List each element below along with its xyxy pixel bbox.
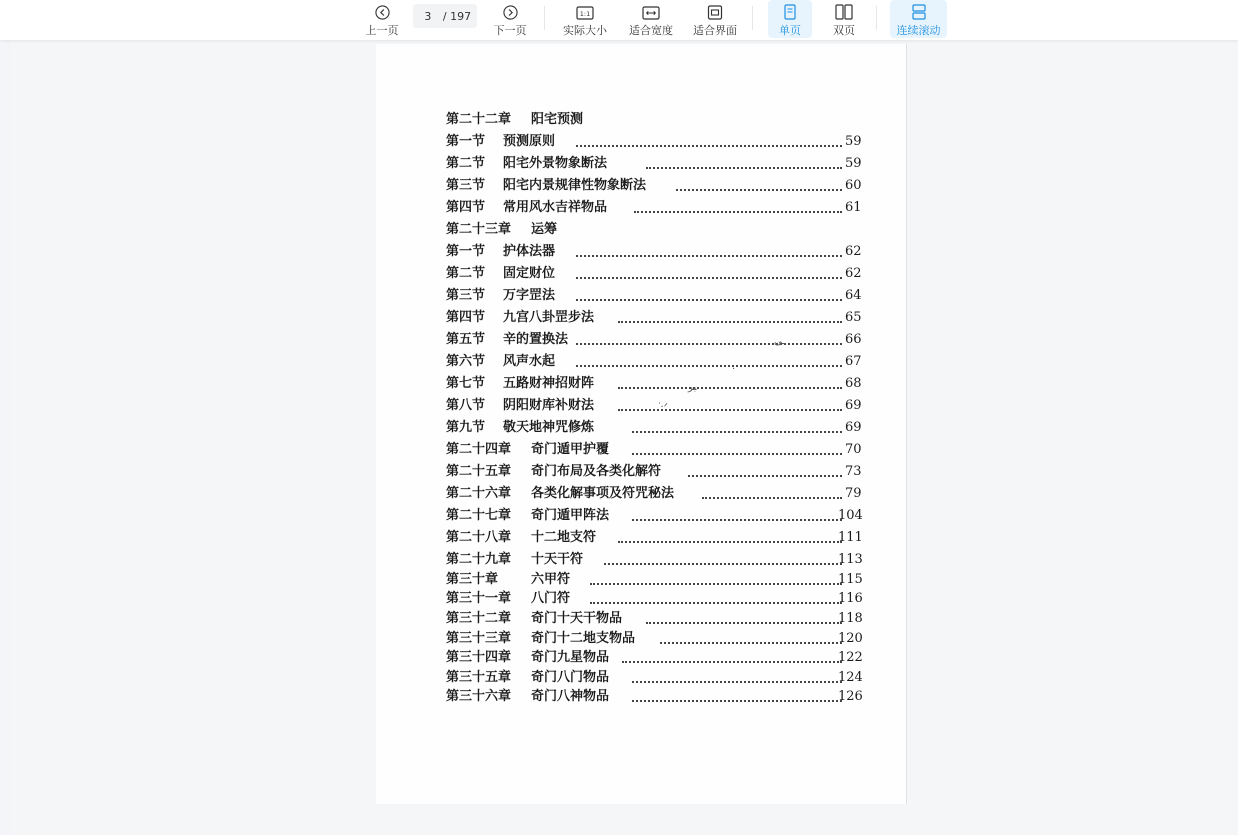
toc-entry-title: 阴阳财库补财法 [503, 398, 595, 413]
toc-entry-title: 奇门遁甲阵法 [531, 508, 610, 523]
toc-row[interactable] [446, 132, 866, 152]
continuous-scroll-label: 连续滚动 [896, 24, 941, 37]
toc-entry-title: 护体法器 [503, 244, 556, 259]
toc-row[interactable] [446, 629, 866, 649]
toc-entry-number: 第二十九章 [446, 552, 512, 567]
toc-leader-dots [634, 211, 842, 213]
toc-entry-title: 六甲符 [531, 572, 571, 587]
toc-entry-title: 阳宅内景规律性物象断法 [503, 178, 647, 193]
toc-entry-title: 固定财位 [503, 266, 556, 281]
toc-page-number: 60 [845, 178, 862, 193]
actual-size-button[interactable] [558, 0, 612, 38]
actual-size-icon [576, 0, 594, 20]
toc-entry-number: 第三十五章 [446, 670, 512, 685]
toc-entry-title: 奇门布局及各类化解符 [531, 464, 662, 479]
double-page-icon [835, 0, 853, 20]
toc-row[interactable] [446, 264, 866, 284]
toc-row[interactable] [446, 440, 866, 460]
toc-entry-title: 各类化解事项及符咒秘法 [531, 486, 675, 501]
toc-entry-number: 第二十四章 [446, 442, 512, 457]
toc-leader-dots [632, 431, 842, 433]
toc-entry-number: 第二十二章 [446, 112, 512, 127]
toc-entry-number: 第一节 [446, 134, 486, 149]
toc-page-number: 115 [838, 572, 863, 587]
continuous-scroll-icon [912, 0, 926, 20]
toc-leader-dots [576, 145, 842, 147]
toc-row[interactable] [446, 352, 866, 372]
toc-page-number: 62 [845, 244, 862, 259]
toc-leader-dots [590, 602, 842, 604]
toc-page-number: 65 [845, 310, 862, 325]
toc-entry-title: 万字罡法 [503, 288, 556, 303]
chevron-right-circle-icon [503, 0, 518, 20]
toc-entry-title: 阳宅预测 [531, 112, 584, 127]
prev-page-label: 上一页 [365, 24, 399, 37]
continuous-scroll-button[interactable] [890, 0, 947, 38]
toc-row[interactable] [446, 176, 866, 196]
toc-row[interactable] [446, 242, 866, 262]
toc-leader-dots [622, 661, 842, 663]
scan-artifact: ﺒﺮ [688, 382, 697, 393]
single-page-button[interactable] [768, 0, 812, 38]
toc-leader-dots [646, 167, 842, 169]
toc-row[interactable] [446, 570, 866, 590]
toc-leader-dots [618, 387, 842, 389]
fit-width-button[interactable] [624, 0, 678, 38]
toc-row[interactable] [446, 687, 866, 707]
toc-entry-number: 第七节 [446, 376, 486, 391]
toc-page-number: 62 [845, 266, 862, 281]
toolbar-divider [544, 6, 545, 30]
toc-leader-dots [618, 541, 842, 543]
toc-entry-title: 阳宅外景物象断法 [503, 156, 608, 171]
toc-leader-dots [702, 497, 842, 499]
next-page-button[interactable] [488, 0, 532, 38]
toc-entry-number: 第二十八章 [446, 530, 512, 545]
toc-entry-number: 第五节 [446, 332, 486, 347]
fit-page-label: 适合界面 [693, 24, 737, 37]
toc-page-number: 69 [845, 420, 862, 435]
double-page-button[interactable] [822, 0, 866, 38]
toc-entry-number: 第三节 [446, 288, 486, 303]
toc-page-number: 69 [845, 398, 862, 413]
toc-row[interactable] [446, 462, 866, 482]
total-pages: / 197 [442, 9, 472, 23]
toc-leader-dots [688, 475, 842, 477]
toc-row[interactable] [446, 374, 866, 394]
toc-page-number: 113 [838, 552, 863, 567]
toc-entry-number: 第三节 [446, 178, 486, 193]
toc-page-number: 124 [838, 670, 863, 685]
toc-entry-title: 奇门遁甲护覆 [531, 442, 610, 457]
toc-page-number: 120 [838, 631, 863, 646]
toc-leader-dots [676, 189, 842, 191]
toc-page-number: 122 [838, 650, 863, 665]
toc-entry-number: 第一节 [446, 244, 486, 259]
toc-leader-dots [590, 583, 842, 585]
svg-text:1:1: 1:1 [579, 10, 591, 18]
toc-page-number: 61 [845, 200, 862, 215]
toc-leader-dots [660, 642, 842, 644]
toc-entry-title: 奇门八门物品 [531, 670, 610, 685]
toc-leader-dots [618, 321, 842, 323]
toc-entry-number: 第三十章 [446, 572, 499, 587]
toc-row[interactable] [446, 648, 866, 668]
toc-page-number: 59 [845, 156, 862, 171]
toc-row[interactable] [446, 198, 866, 218]
toc-row[interactable] [446, 506, 866, 526]
toc-page-number: 68 [845, 376, 862, 391]
toc-row[interactable] [446, 609, 866, 629]
actual-size-label: 实际大小 [563, 24, 607, 37]
toc-row[interactable] [446, 110, 866, 130]
toc-page-number: 118 [838, 611, 863, 626]
toolbar-divider [876, 6, 877, 30]
fit-page-button[interactable] [688, 0, 742, 38]
toc-entry-number: 第二节 [446, 156, 486, 171]
toc-entry-number: 第三十三章 [446, 631, 512, 646]
toc-page-number: 126 [838, 689, 863, 704]
toc-page-number: 70 [845, 442, 862, 457]
toc-row[interactable] [446, 528, 866, 548]
toc-entry-number: 第四节 [446, 310, 486, 325]
fit-width-label: 适合宽度 [629, 24, 673, 37]
toc-entry-title: 十二地支符 [531, 530, 597, 545]
toc-row[interactable] [446, 484, 866, 504]
fit-width-icon [642, 0, 660, 20]
next-page-label: 下一页 [493, 24, 527, 37]
toc-entry-number: 第二十六章 [446, 486, 512, 501]
toc-entry-number: 第三十四章 [446, 650, 512, 665]
toc-page-number: 116 [838, 591, 863, 606]
viewer-toolbar [0, 0, 1238, 40]
toc-leader-dots [618, 409, 842, 411]
toc-entry-number: 第二十三章 [446, 222, 512, 237]
toc-entry-number: 第六节 [446, 354, 486, 369]
prev-page-button[interactable] [360, 0, 404, 38]
document-page [376, 44, 907, 804]
toc-row[interactable] [446, 396, 866, 416]
toc-entry-number: 第二节 [446, 266, 486, 281]
single-page-label: 单页 [779, 24, 801, 37]
toc-page-number: 79 [845, 486, 862, 501]
toc-entry-title: 运筹 [531, 222, 558, 237]
toc-entry-title: 常用风水吉祥物品 [503, 200, 608, 215]
toc-leader-dots [576, 277, 842, 279]
toc-leader-dots [576, 343, 842, 345]
toc-entry-title: 十天干符 [531, 552, 584, 567]
toc-leader-dots [646, 622, 842, 624]
scan-artifact: ᐝ·ᐟ [658, 402, 668, 413]
toc-entry-number: 第四节 [446, 200, 486, 215]
toc-entry-title: 奇门九星物品 [531, 650, 610, 665]
toc-page-number: 73 [845, 464, 862, 479]
chevron-left-circle-icon [375, 0, 390, 20]
toc-row[interactable] [446, 668, 866, 688]
single-page-icon [784, 0, 796, 20]
toolbar-divider [752, 6, 753, 30]
toc-page-number: 67 [845, 354, 862, 369]
toc-leader-dots [632, 681, 842, 683]
scan-artifact: · [732, 364, 736, 375]
toc-entry-title: 奇门十天干物品 [531, 611, 623, 626]
document-viewport[interactable] [10, 40, 1238, 835]
toc-entry-title: 五路财神招财阵 [503, 376, 595, 391]
scan-artifact: ـى [774, 336, 786, 347]
toc-row[interactable] [446, 330, 866, 350]
toc-page-number: 104 [838, 508, 863, 523]
toc-entry-title: 敬天地神咒修炼 [503, 420, 595, 435]
toc-entry-number: 第三十一章 [446, 591, 512, 606]
toc-page-number: 66 [845, 332, 862, 347]
toc-leader-dots [632, 700, 842, 702]
fit-page-icon [707, 0, 723, 20]
toc-entry-number: 第二十七章 [446, 508, 512, 523]
toc-leader-dots [576, 255, 842, 257]
toc-entry-title: 风声水起 [503, 354, 556, 369]
toc-entry-number: 第九节 [446, 420, 486, 435]
toc-entry-title: 辛的置换法 [503, 332, 569, 347]
double-page-label: 双页 [833, 24, 855, 37]
toc-row[interactable] [446, 286, 866, 306]
toc-entry-number: 第三十二章 [446, 611, 512, 626]
toc-entry-number: 第二十五章 [446, 464, 512, 479]
toc-leader-dots [604, 563, 842, 565]
toc-row[interactable] [446, 550, 866, 570]
toc-leader-dots [576, 365, 842, 367]
toc-entry-title: 预测原则 [503, 134, 556, 149]
toc-row[interactable] [446, 308, 866, 328]
toc-row[interactable] [446, 154, 866, 174]
toc-leader-dots [632, 519, 842, 521]
toc-row[interactable] [446, 220, 866, 240]
toc-entry-title: 八门符 [531, 591, 571, 606]
toc-entry-title: 奇门八神物品 [531, 689, 610, 704]
page-number-box [413, 4, 477, 28]
toc-row[interactable] [446, 418, 866, 438]
toc-entry-number: 第三十六章 [446, 689, 512, 704]
toc-leader-dots [632, 453, 842, 455]
toc-row[interactable] [446, 589, 866, 609]
toc-page-number: 59 [845, 134, 862, 149]
toc-entry-title: 九宫八卦罡步法 [503, 310, 595, 325]
toc-entry-title: 奇门十二地支物品 [531, 631, 636, 646]
toc-leader-dots [576, 299, 842, 301]
toc-entry-number: 第八节 [446, 398, 486, 413]
current-page-input[interactable] [419, 10, 437, 23]
toc-page-number: 111 [838, 530, 863, 545]
toc-page-number: 64 [845, 288, 862, 303]
